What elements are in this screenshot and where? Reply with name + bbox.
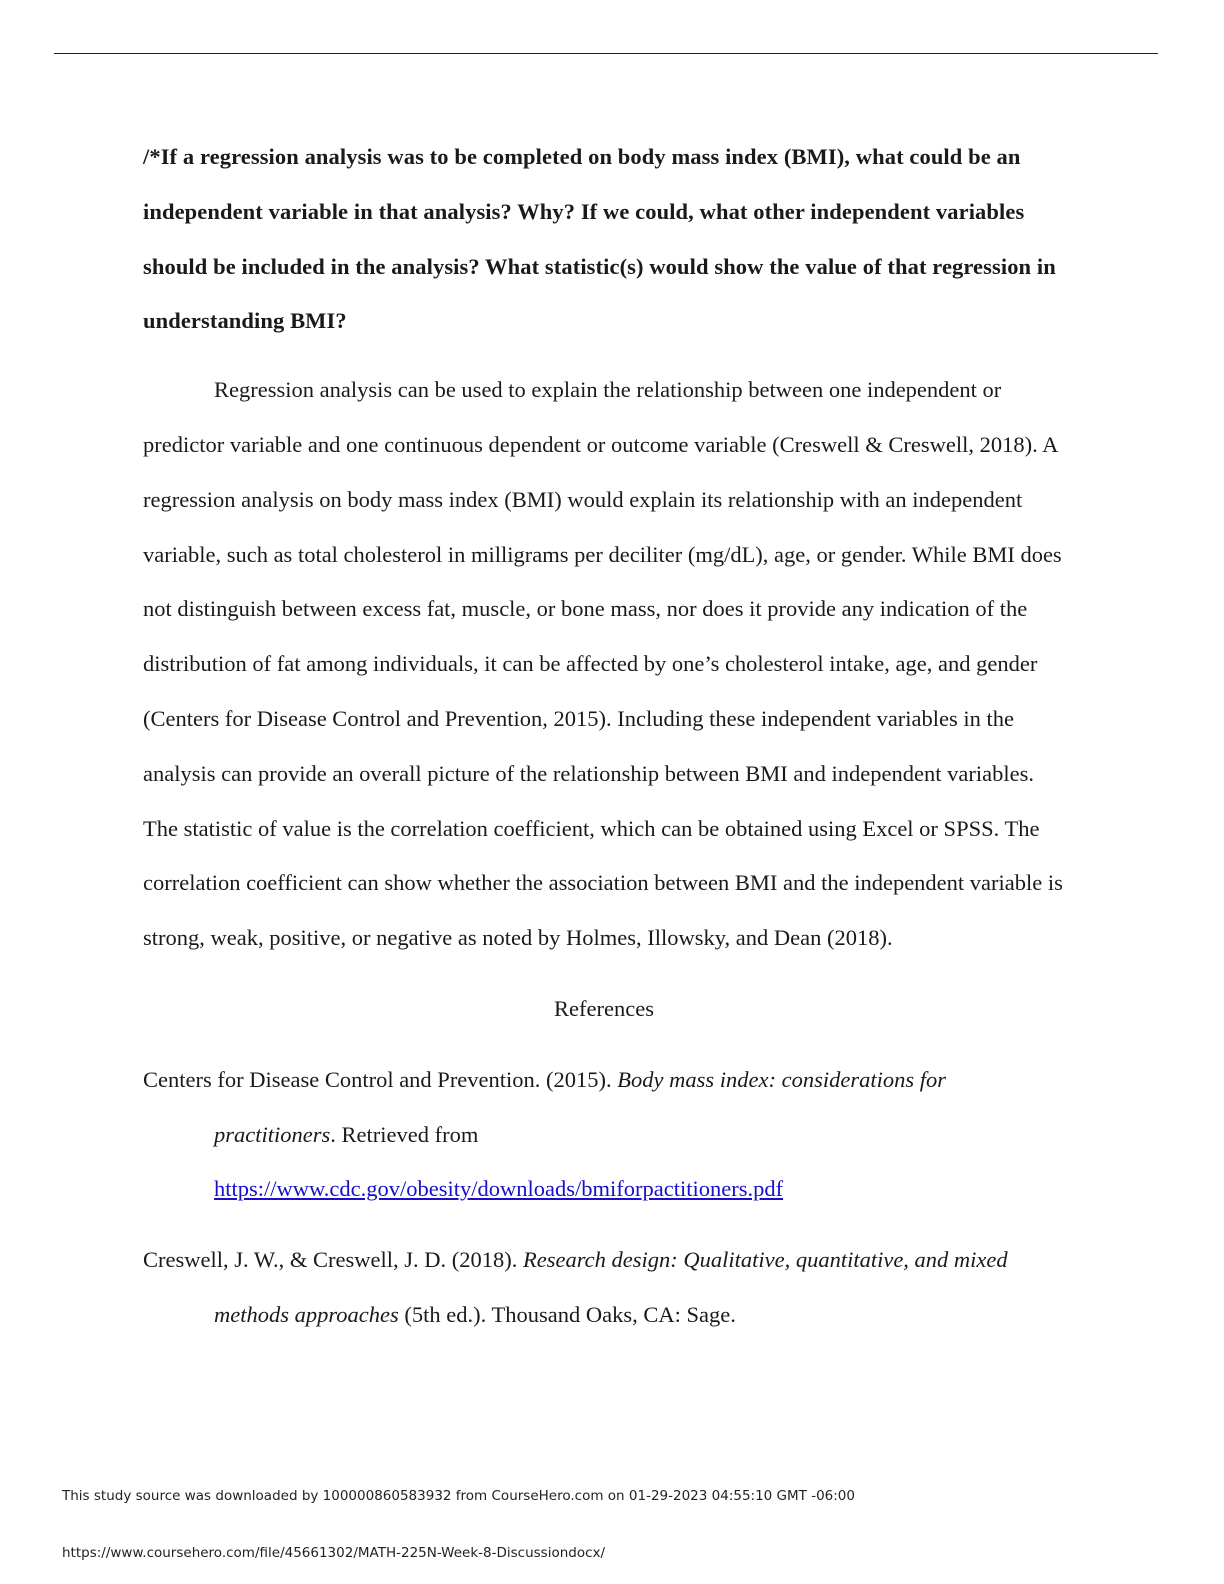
discussion-question: /*If a regression analysis was to be completed on body mass index (BMI), what could be an independent variable in that analysis? Why? If we could, what other independent variables should be included in the analysis? What statistic(s) would show the value of that regression in understanding BMI? (143, 144, 1056, 334)
reference-title: Research design: Qualitative, quantitative, and mixed methods approaches (214, 1247, 1008, 1327)
reference-publisher: (5th ed.). Thousand Oaks, CA: Sage. (398, 1301, 736, 1327)
document-body (143, 130, 1065, 1343)
reference-link[interactable]: https://www.cdc.gov/obesity/downloads/bmiforpactitioners.pdf (214, 1176, 784, 1202)
header-rule (54, 53, 1158, 54)
reference-authors: Creswell, J. W., & Creswell, J. D. (2018). (143, 1247, 523, 1273)
reference-cdc (143, 1053, 1065, 1217)
reference-creswell (143, 1233, 1065, 1343)
source-url[interactable]: https://www.coursehero.com/file/45661302/MATH-225N-Week-8-Discussiondocx/ (62, 1545, 606, 1561)
references-heading: References (554, 995, 654, 1021)
download-notice: This study source was downloaded by 100000860583932 from CourseHero.com on 01-29-2023 04:55:10 GMT -06:00 (62, 1488, 855, 1504)
reference-title: Body mass index: considerations for practitioners (214, 1066, 946, 1147)
reference-authors: Centers for Disease Control and Prevention. (2015). (143, 1066, 618, 1092)
response-paragraph: Regression analysis can be used to explain the relationship between one independent or predictor variable and one continuous dependent or outcome variable (Creswell & Creswell, 2018). A regression analysis on body mass index (BMI) would explain its relationship with an independent variable, such as total cholesterol in milligrams per deciliter (mg/dL), age, or gender. While BMI does not distinguish between excess fat, muscle, or bone mass, nor does it provide any indication of the distribution of fat among individuals, it can be affected by one’s cholesterol intake, age, and gender (Centers for Disease Control and Prevention, 2015). Including these independent variables in the analysis can provide an overall picture of the relationship between BMI and independent variables. The statistic of value is the correlation coefficient, which can be obtained using Excel or SPSS. The correlation coefficient can show whether the association between BMI and the independent variable is strong, weak, positive, or negative as noted by Holmes, Illowsky, and Dean (2018). (143, 377, 1063, 951)
reference-retrieval: . Retrieved from (330, 1121, 479, 1147)
